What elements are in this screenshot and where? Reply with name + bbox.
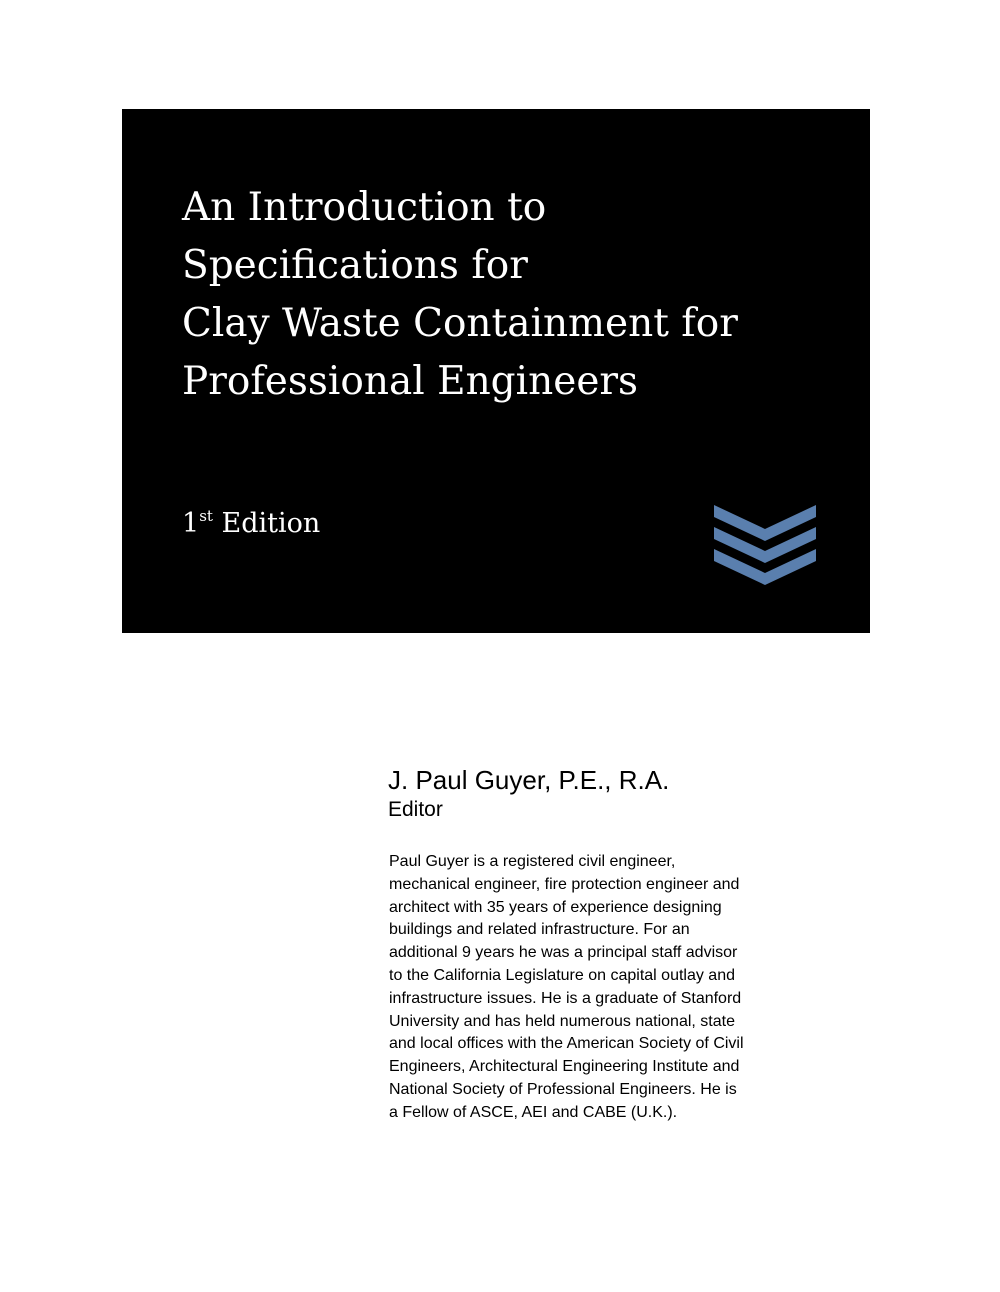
bio-line: to the California Legislature on capital outlay and xyxy=(389,966,735,984)
book-title xyxy=(182,179,832,411)
title-line: An Introduction to xyxy=(182,185,547,230)
bio-line: a Fellow of ASCE, AEI and CABE (U.K.). xyxy=(389,1103,678,1121)
bio-line: architect with 35 years of experience designing xyxy=(389,898,722,916)
bio-line: National Society of Professional Engineers. He is xyxy=(389,1080,737,1098)
bio-line: Paul Guyer is a registered civil engineer, xyxy=(389,853,676,870)
chevron-down-icon xyxy=(714,503,816,587)
bio-line: and local offices with the American Society of Civil xyxy=(389,1035,744,1053)
cover-title-block xyxy=(122,109,870,633)
bio-line: infrastructure issues. He is a graduate of Stanford xyxy=(389,989,742,1007)
bio-line: mechanical engineer, fire protection engineer and xyxy=(389,875,740,893)
bio-line: additional 9 years he was a principal staff advisor xyxy=(389,944,738,962)
title-line: Professional Engineers xyxy=(182,359,639,404)
edition-number: 1 xyxy=(182,508,200,539)
bio-line: buildings and related infrastructure. For an xyxy=(389,921,690,939)
edition-text: Edition xyxy=(221,508,321,539)
title-line: Specifications for xyxy=(182,243,528,288)
author-role: Editor xyxy=(388,798,443,821)
title-line: Clay Waste Containment for xyxy=(182,301,738,346)
bio-line: University and has held numerous national, state xyxy=(389,1012,735,1030)
author-block xyxy=(388,764,848,824)
author-name: J. Paul Guyer, P.E., R.A. xyxy=(388,765,670,795)
bio-line: Engineers, Architectural Engineering Institute and xyxy=(389,1058,740,1076)
edition-ordinal-suffix: st xyxy=(199,507,213,525)
author-bio xyxy=(389,851,839,1125)
edition-label xyxy=(182,507,320,541)
